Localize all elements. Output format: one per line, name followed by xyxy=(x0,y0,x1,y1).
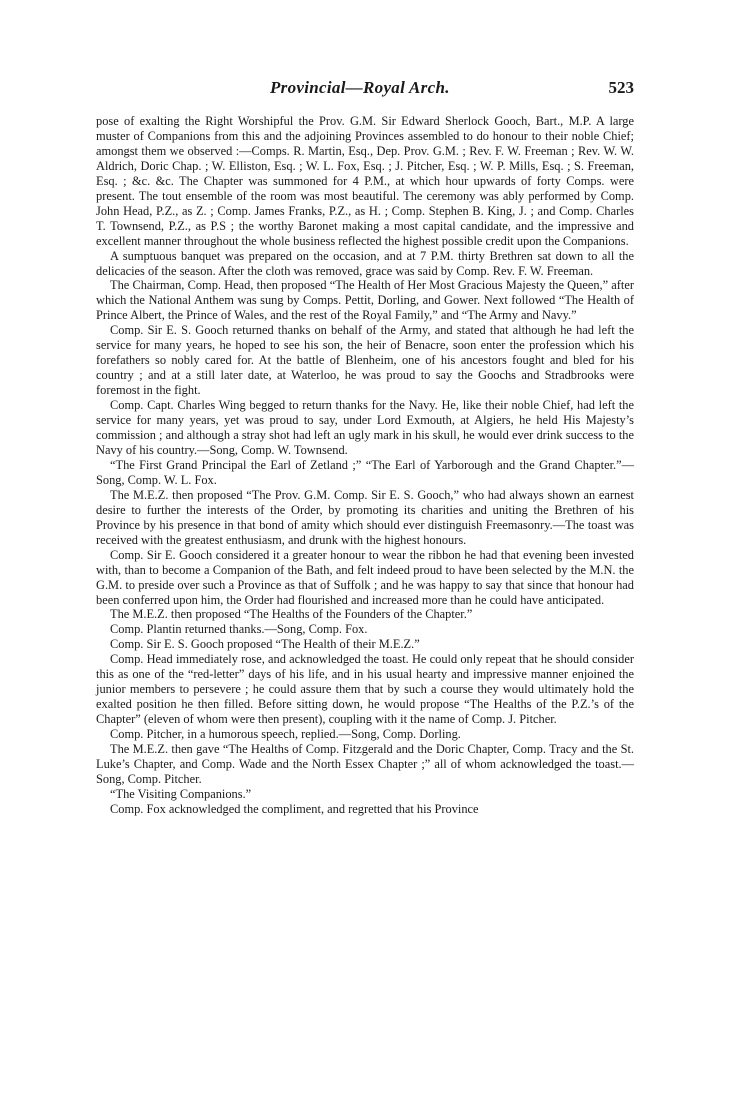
paragraph: Comp. Plantin returned thanks.—Song, Comp. Fox. xyxy=(110,622,368,637)
paragraph: Comp. Capt. Charles Wing begged to return thanks for the Navy. He, like their noble Chief, had left the service for many years, yet was proud to say, under Lord Exmouth, at Algiers, he held His Majesty’s commission ; and although a stray shot had left an ugly mark in his skull, he would ever drink success to the Navy of his country.—Song, Comp. W. Townsend. xyxy=(96,398,634,457)
paragraph: A sumptuous banquet was prepared on the occasion, and at 7 P.M. thirty Brethren sat down to all the delicacies of the season. After the cloth was removed, grace was said by Comp. Rev. F. W. Freeman. xyxy=(96,248,634,278)
paragraph: pose of exalting the Right Worshipful the Prov. G.M. Sir Edward Sherlock Gooch, Bart., M.P. A large muster of Companions from this and the adjoining Provinces assembled to do honour to their noble Chief; amongst them we observed :—Comps. R. Martin, Esq., Dep. Prov. G.M. ; Rev. F. W. Freeman ; Rev. W. W. Aldrich, Doric Chap. ; W. Elliston, Esq. ; W. L. Fox, Esq. ; J. Pitcher, Esq. ; W. P. Mills, Esq. ; S. Freeman, Esq. ; &c. &c. The Chapter was summoned for 4 P.M., at which hour upwards of forty Comps. were present. The tout ensemble of the room was most beautiful. The ceremony was ably performed by Comp. John Head, P.Z., as Z. ; Comp. James Franks, P.Z., as H. ; Comp. Stephen B. King, J. ; and Comp. Charles T. Townsend, P.Z., as P.S ; the worthy Baronet making a most capital candidate, and the impressive and excellent manner throughout the whole business reflected the highest possible credit upon the Companions. xyxy=(96,114,634,248)
running-title: Provincial—Royal Arch. xyxy=(270,78,450,97)
paragraph: Comp. Pitcher, in a humorous speech, replied.—Song, Comp. Dorling. xyxy=(110,727,461,742)
paragraph: “The First Grand Principal the Earl of Zetland ;” “The Earl of Yarborough and the Grand Chapter.”—Song, Comp. W. L. Fox. xyxy=(96,457,634,487)
paragraph: The M.E.Z. then gave “The Healths of Comp. Fitzgerald and the Doric Chapter, Comp. Tracy and the St. Luke’s Chapter, and Comp. Wade and the North Essex Chapter ;” all of whom acknowledged the toast.—Song, Comp. Pitcher. xyxy=(96,742,634,786)
paragraph: Comp. Sir E. Gooch considered it a greater honour to wear the ribbon he had that evening been invested with, than to become a Companion of the Bath, and felt indeed proud to have been selected by the M.N. the G.M. to preside over such a Province as that of Suffolk ; and he was happy to say that since that honour had been conferred upon him, the Order had flourished and increased more than he could have anticipated. xyxy=(96,547,634,607)
paragraph: Comp. Sir E. S. Gooch proposed “The Health of their M.E.Z.” xyxy=(110,637,420,652)
paragraph: Comp. Sir E. S. Gooch returned thanks on behalf of the Army, and stated that although he had left the service for many years, he hoped to see his son, the heir of Benacre, soon enter the profession which his forefathers so nobly cared for. At the battle of Blenheim, one of his ancestors fought and bled for his country ; and at a still later date, at Waterloo, he was proud to say the Goochs and Stradbrooks were foremost in the fight. xyxy=(96,323,634,398)
paragraph: Comp. Head immediately rose, and acknowledged the toast. He could only repeat that he should consider this as one of the “red-letter” days of his life, and in his usual hearty and impressive manner enjoined the junior members to persevere ; he could assure them that by such a course they would ultimately hold the exalted position he then filled. Before sitting down, he would propose “The Healths of the P.Z.’s of the Chapter” (eleven of whom were then present), coupling with it the name of Comp. J. Pitcher. xyxy=(96,652,634,727)
article-body xyxy=(96,114,634,817)
page-header xyxy=(96,78,634,104)
paragraph: The M.E.Z. then proposed “The Healths of the Founders of the Chapter.” xyxy=(110,607,473,622)
paragraph: The M.E.Z. then proposed “The Prov. G.M. Comp. Sir E. S. Gooch,” who had always shown an earnest desire to further the interests of the Order, by promoting its charities and uniting the Brethren of his Province by his presence in that bond of amity which should ever distinguish Freemasonry.—The toast was received with the greatest enthusiasm, and drunk with the highest honours. xyxy=(96,487,634,547)
paragraph: The Chairman, Comp. Head, then proposed “The Health of Her Most Gracious Majesty the Queen,” after which the National Anthem was sung by Comps. Pettit, Dorling, and Gower. Next followed “The Health of Prince Albert, the Prince of Wales, and the rest of the Royal Family,” and “The Army and Navy.” xyxy=(96,278,634,323)
paragraph: Comp. Fox acknowledged the compliment, and regretted that his Province xyxy=(110,801,479,816)
page-number: 523 xyxy=(608,78,634,97)
paragraph: “The Visiting Companions.” xyxy=(110,786,252,801)
